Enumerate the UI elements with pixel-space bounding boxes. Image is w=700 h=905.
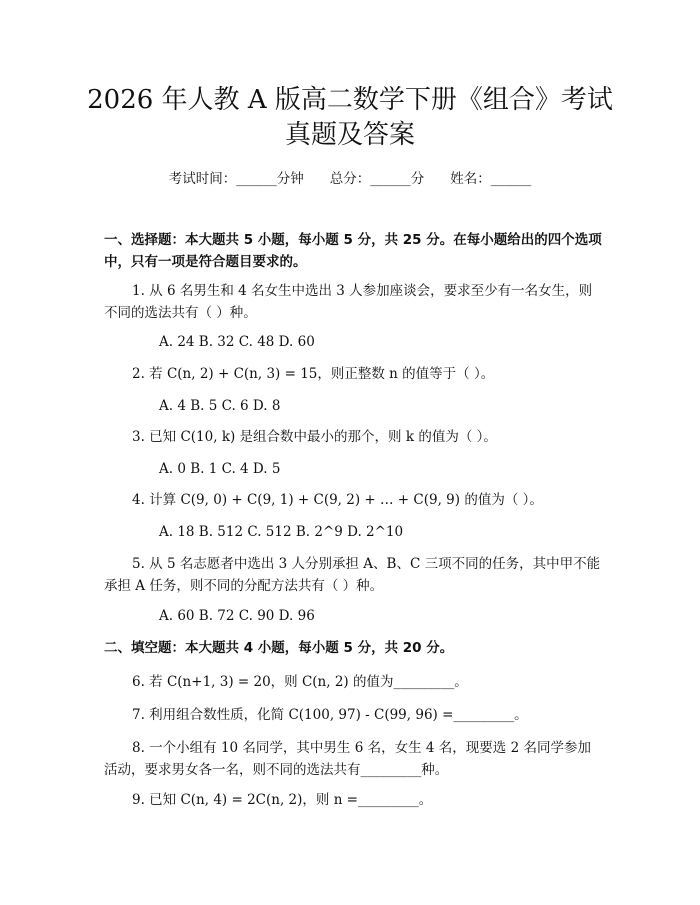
question-3-text-line-1: 3. 已知 C(10, k) 是组合数中最小的那个，则 k 的值为（ ）。 [132,429,497,445]
question-5 [104,553,604,597]
question-1-text-line-2: 不同的选法共有（ ）种。 [104,305,257,321]
section-choice-heading-line-2: 中，只有一项是符合题目要求的。 [104,254,307,270]
question-5-options: A. 60 B. 72 C. 90 D. 96 [159,608,315,624]
question-7 [104,704,604,726]
question-2-text-line-1: 2. 若 C(n, 2) + C(n, 3) = 15，则正整数 n 的值等于（ ）。 [132,366,495,382]
question-3 [104,426,604,448]
question-7-text-line-1: 7. 利用组合数性质，化简 C(100, 97) - C(99, 96) =_________。 [132,707,528,723]
question-4-text-line-1: 4. 计算 C(9, 0) + C(9, 1) + C(9, 2) + … + C(9, 9) 的值为（ ）。 [132,492,543,508]
exam-time-field: 考试时间：______分钟 [168,171,304,187]
question-4-options: A. 18 B. 512 C. 512 B. 2^9 D. 2^10 [159,524,404,540]
exam-meta [0,170,700,188]
section-fill-heading-line-1: 二、填空题：本大题共 4 小题，每小题 5 分，共 20 分。 [104,640,454,656]
question-1-options: A. 24 B. 32 C. 48 D. 60 [159,334,315,350]
question-1-text-line-1: 1. 从 6 名男生和 4 名女生中选出 3 人参加座谈会，要求至少有一名女生，则 [132,283,593,299]
question-9-text-line-1: 9. 已知 C(n, 4) = 2C(n, 2)，则 n =_________。 [132,792,433,808]
question-6 [104,671,604,693]
question-2 [104,363,604,385]
question-8-text-line-2: 活动，要求男女各一名，则不同的选法共有_________种。 [104,762,449,778]
question-8 [104,737,604,781]
section-fill-heading [104,637,624,659]
question-3-options: A. 0 B. 1 C. 4 D. 5 [159,461,281,477]
exam-title-line-2: 真题及答案 [284,120,415,150]
total-score-field: 总分：______分 [329,171,425,187]
question-8-text-line-1: 8. 一个小组有 10 名同学，其中男生 6 名，女生 4 名，现要选 2 名同学参加 [132,740,591,756]
section-choice-heading [104,229,624,273]
question-9 [104,789,604,811]
question-5-text-line-2: 承担 A 任务，则不同的分配方法共有（ ）种。 [104,578,384,594]
exam-title-line-1: 2026 年人教 A 版高二数学下册《组合》考试 [87,85,613,115]
question-5-text-line-1: 5. 从 5 名志愿者中选出 3 人分别承担 A、B、C 三项不同的任务，其中甲不能 [132,556,601,572]
question-2-options: A. 4 B. 5 C. 6 D. 8 [159,398,281,414]
student-name-field: 姓名：______ [450,171,532,187]
section-choice-heading-line-1: 一、选择题：本大题共 5 小题，每小题 5 分，共 25 分。在每小题给出的四个选项 [104,232,602,248]
question-4 [104,489,604,511]
question-1 [104,280,604,324]
question-6-text-line-1: 6. 若 C(n+1, 3) = 20，则 C(n, 2) 的值为_________。 [132,674,468,690]
